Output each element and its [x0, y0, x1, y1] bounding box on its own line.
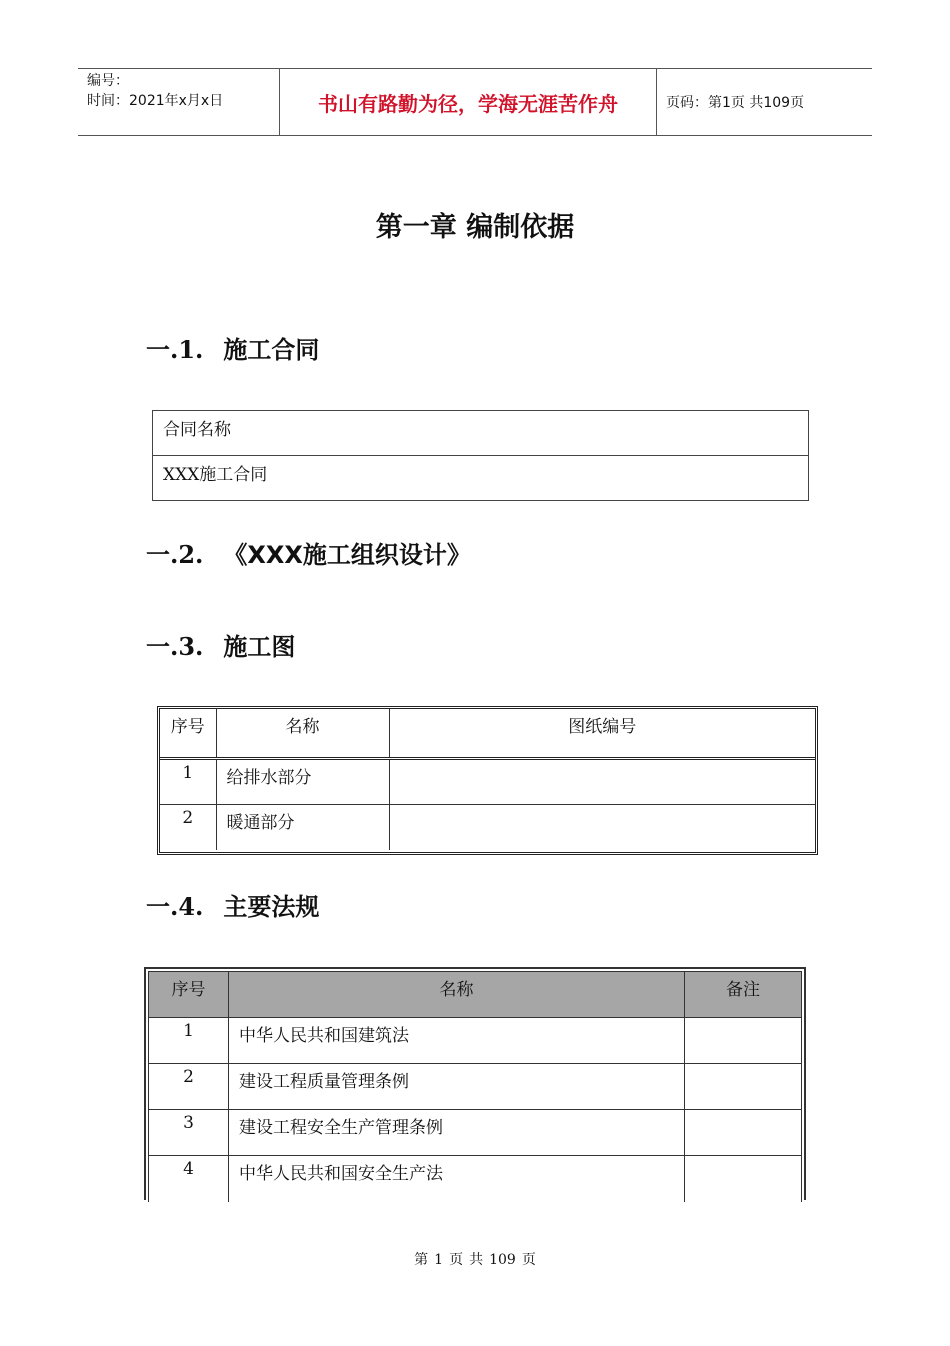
table-cell: 1 — [160, 758, 216, 804]
section-heading-2 — [146, 535, 471, 570]
footer-text: 第 — [414, 1252, 429, 1268]
table-cell — [685, 1018, 802, 1064]
table-cell: 1 — [149, 1018, 229, 1064]
table-row — [149, 1156, 802, 1202]
table-row — [149, 1018, 802, 1064]
table-cell: 2 — [149, 1064, 229, 1110]
table-cell — [389, 804, 815, 850]
table-header-cell: 名称 — [229, 972, 685, 1018]
table-row — [149, 1110, 802, 1156]
table-row — [160, 804, 815, 850]
table-header-cell: 名称 — [216, 709, 389, 758]
section-heading-4 — [146, 887, 319, 922]
section-title: 施工合同 — [223, 336, 320, 364]
table-cell: 建设工程质量管理条例 — [229, 1064, 685, 1110]
table-row — [149, 1064, 802, 1110]
section-title: 主要法规 — [223, 893, 320, 921]
table-header-cell: 备注 — [685, 972, 802, 1018]
footer-text: 页 — [449, 1252, 464, 1268]
table-header-row — [149, 972, 802, 1018]
table-cell — [685, 1064, 802, 1110]
footer-page-number: 1 — [434, 1252, 444, 1268]
table-header-cell: 序号 — [160, 709, 216, 758]
table-row — [160, 758, 815, 804]
section-heading-1 — [146, 330, 319, 365]
table-cell — [685, 1156, 802, 1202]
table-header-cell: 序号 — [149, 972, 229, 1018]
header-meta — [78, 69, 280, 135]
header-motto: 书山有路勤为径，学海无涯苦作舟 — [280, 69, 657, 135]
section-number: 一.4. — [146, 892, 204, 921]
table-cell — [389, 758, 815, 804]
drawing-table — [160, 709, 815, 850]
section-heading-3 — [146, 627, 295, 662]
table-header-row — [160, 709, 815, 758]
page-footer — [0, 1249, 950, 1269]
footer-text: 页 — [521, 1252, 536, 1268]
section-number: 一.3. — [146, 632, 204, 661]
footer-text: 共 — [469, 1252, 484, 1268]
table-cell: 暖通部分 — [216, 804, 389, 850]
table-cell: 2 — [160, 804, 216, 850]
footer-total-pages: 109 — [489, 1252, 516, 1268]
section-title: 《XXX施工组织设计》 — [223, 541, 471, 569]
table-cell: 给排水部分 — [216, 758, 389, 804]
table-header-cell: 合同名称 — [153, 411, 809, 456]
section-number: 一.2. — [146, 540, 204, 569]
table-cell: 建设工程安全生产管理条例 — [229, 1110, 685, 1156]
header-page-info: 页码：第1页 共109页 — [666, 95, 805, 111]
number-label: 编号： — [87, 73, 129, 89]
time-label: 时间：2021年x月x日 — [87, 93, 224, 109]
section-title: 施工图 — [223, 633, 296, 661]
page-header — [78, 68, 872, 136]
table-cell: 3 — [149, 1110, 229, 1156]
section-number: 一.1. — [146, 335, 204, 364]
law-table — [148, 971, 802, 1202]
chapter-title: 第一章 编制依据 — [375, 212, 575, 243]
table-cell: 4 — [149, 1156, 229, 1202]
table-header-cell: 图纸编号 — [389, 709, 815, 758]
table-cell: XXX施工合同 — [153, 456, 809, 501]
table-cell: 中华人民共和国建筑法 — [229, 1018, 685, 1064]
contract-table — [152, 410, 809, 501]
table-cell: 中华人民共和国安全生产法 — [229, 1156, 685, 1202]
table-cell — [685, 1110, 802, 1156]
